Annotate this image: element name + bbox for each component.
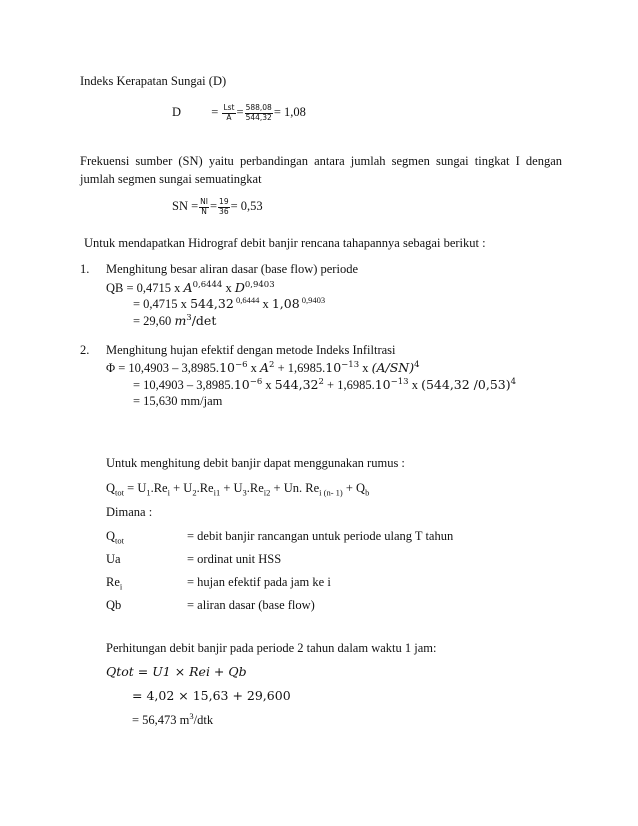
sn-result: = 0,53 [230, 199, 263, 213]
definition-desc: = debit banjir rancangan untuk periode ulang T tahun [187, 529, 454, 543]
definitions-heading: Dimana : [106, 505, 153, 519]
sn-formula [172, 198, 263, 216]
d-lhs: D [172, 105, 182, 119]
d-eq1: = [211, 105, 219, 119]
sn-fraction-ni-n: $\frac{NI}{N}$ [200, 197, 208, 216]
step2-phi-formula: $\Phi = 10,4903 - 3,8985.10^{-6}$ x $A^2 + 1,6985.10^{-13}$ x $(A/SN)^4$ [106, 359, 420, 375]
flood-formula: $Q_{tot} = U_1.Re_i + U_2.Re_{i1} + U_3.Re_{i2} + Un$. $Re_{i (n- 1)} + Q_b$ [106, 481, 370, 498]
definition-term: $Re_i$ [106, 575, 123, 592]
step1-qb-substitution: = 0,4715 x 544,32 $^{0,6444}$ x 1,08 $^{0,9403}$ [133, 294, 326, 311]
sn-paragraph-line1: Frekuensi sumber (SN) yaitu perbandingan antara jumlah segmen sungai tingkat I dengan [80, 154, 562, 168]
step1-qb-result: = 29,60 $m^3/\det$ [133, 312, 217, 328]
definition-term: Qb [106, 598, 122, 612]
calc-equation: Qtot = U1 × Rei + Qb [106, 664, 247, 679]
definition-term: $Q_{tot}$ [106, 529, 125, 546]
sn-paragraph-line2: jumlah segmen sungai semuatingkat [80, 172, 262, 186]
calc-substitution: = 4,02 × 15,63 + 29,600 [132, 688, 291, 703]
definition-desc: = hujan efektif pada jam ke i [187, 575, 331, 589]
d-formula [172, 104, 306, 122]
step2-phi-result: = 15,630 mm/jam [133, 394, 223, 408]
d-fraction-values: $\frac{588,08}{544,32}$ [245, 103, 272, 122]
calc-result: = 56,473 $m^3$/dtk [132, 710, 214, 727]
d-eq2: = [236, 105, 244, 119]
step2-number: 2. [80, 343, 90, 357]
definition-desc: = ordinat unit HSS [187, 552, 282, 566]
definition-desc: = aliran dasar (base flow) [187, 598, 315, 612]
definition-term: Ua [106, 552, 121, 566]
sn-fraction-values: $\frac{19}{36}$ [219, 197, 229, 216]
sn-eq: = [209, 199, 218, 213]
calc-intro: Perhitungan debit banjir pada periode 2 tahun dalam waktu 1 jam: [106, 641, 437, 655]
step1-number: 1. [80, 262, 90, 276]
d-fraction-lst-a: $\frac{\text{Lst}}{A}$ [223, 103, 235, 122]
d-heading: Indeks Kerapatan Sungai (D) [80, 74, 227, 88]
step2-title: Menghitung hujan efektif dengan metode Indeks Infiltrasi [106, 343, 396, 357]
sn-lhs: SN = [172, 199, 199, 213]
flood-formula-intro: Untuk menghitung debit banjir dapat menggunakan rumus : [106, 456, 405, 470]
step1-title: Menghitung besar aliran dasar (base flow) periode [106, 262, 358, 276]
d-result: = 1,08 [273, 105, 306, 119]
step2-phi-substitution: = $10,4903 - 3,8985.10^{-6}$ x $544,32^2 + 1,6985.10^{-13}$ x (544,32 /0,53)$^4$ [133, 376, 517, 392]
step1-qb-formula: QB = 0,4715 x $A^{0,6444}$ x $D^{0,9403}$ [106, 279, 275, 295]
hydrograph-intro: Untuk mendapatkan Hidrograf debit banjir rencana tahapannya sebagai berikut : [84, 236, 486, 250]
